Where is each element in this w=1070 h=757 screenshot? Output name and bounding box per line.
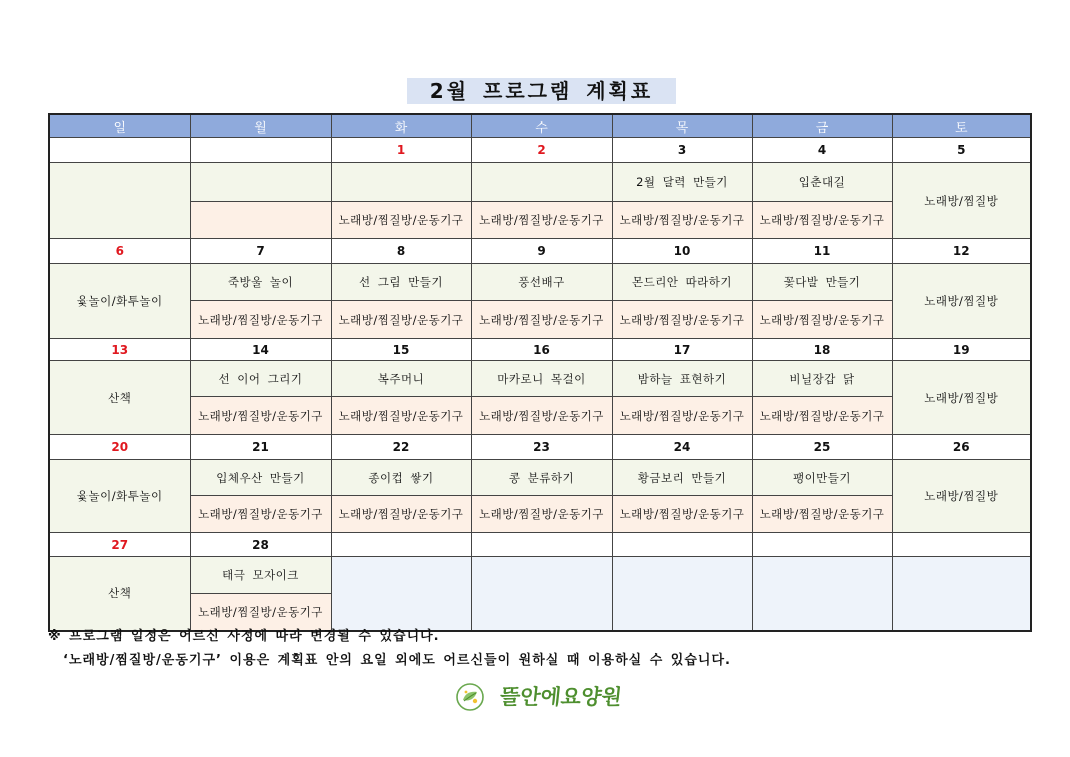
date-row bbox=[49, 339, 1031, 361]
sunday-program-cell: 윷놀이/화투놀이 bbox=[49, 460, 190, 533]
facility-row bbox=[49, 496, 1031, 533]
weekday-header-thu: 목 bbox=[612, 114, 752, 138]
date-cell: 9 bbox=[471, 239, 612, 264]
facility-cell: 노래방/찜질방/운동기구 bbox=[190, 594, 331, 631]
weekday-header-sun: 일 bbox=[49, 114, 190, 138]
empty-cell bbox=[331, 557, 471, 631]
sunday-program-cell bbox=[49, 163, 190, 239]
date-cell: 21 bbox=[190, 435, 331, 460]
date-row bbox=[49, 239, 1031, 264]
program-cell: 팽이만들기 bbox=[752, 460, 892, 496]
saturday-program-cell: 노래방/찜질방 bbox=[892, 460, 1031, 533]
weekday-header-sat: 토 bbox=[892, 114, 1031, 138]
date-cell: 27 bbox=[49, 533, 190, 557]
empty-cell bbox=[892, 557, 1031, 631]
facility-row bbox=[49, 202, 1031, 239]
program-cell: 복주머니 bbox=[331, 361, 471, 397]
date-cell: 4 bbox=[752, 138, 892, 163]
empty-cell bbox=[752, 557, 892, 631]
facility-cell bbox=[190, 202, 331, 239]
date-cell: 15 bbox=[331, 339, 471, 361]
saturday-program-cell: 노래방/찜질방 bbox=[892, 264, 1031, 339]
date-cell bbox=[190, 138, 331, 163]
date-cell: 18 bbox=[752, 339, 892, 361]
garden-emblem-icon bbox=[455, 682, 485, 712]
date-cell: 10 bbox=[612, 239, 752, 264]
page-title-banner bbox=[407, 78, 676, 104]
date-cell: 6 bbox=[49, 239, 190, 264]
date-cell bbox=[892, 533, 1031, 557]
date-cell: 22 bbox=[331, 435, 471, 460]
program-cell: 풍선배구 bbox=[471, 264, 612, 301]
program-cell: 콩 분류하기 bbox=[471, 460, 612, 496]
facility-cell: 노래방/찜질방/운동기구 bbox=[471, 496, 612, 533]
facility-cell: 노래방/찜질방/운동기구 bbox=[752, 202, 892, 239]
date-cell: 1 bbox=[331, 138, 471, 163]
date-cell: 11 bbox=[752, 239, 892, 264]
empty-cell bbox=[471, 557, 612, 631]
date-cell bbox=[612, 533, 752, 557]
date-cell: 19 bbox=[892, 339, 1031, 361]
date-cell bbox=[752, 533, 892, 557]
date-cell bbox=[471, 533, 612, 557]
facility-cell: 노래방/찜질방/운동기구 bbox=[471, 202, 612, 239]
program-cell: 밤하늘 표현하기 bbox=[612, 361, 752, 397]
schedule-change-note: ※ 프로그램 일정은 어르신 사정에 따라 변경될 수 있습니다. bbox=[48, 629, 440, 644]
facility-cell: 노래방/찜질방/운동기구 bbox=[752, 397, 892, 435]
weekday-header-mon: 월 bbox=[190, 114, 331, 138]
date-cell: 3 bbox=[612, 138, 752, 163]
facility-cell: 노래방/찜질방/운동기구 bbox=[612, 397, 752, 435]
saturday-program-cell: 노래방/찜질방 bbox=[892, 361, 1031, 435]
program-row bbox=[49, 264, 1031, 301]
date-row bbox=[49, 138, 1031, 163]
facility-cell: 노래방/찜질방/운동기구 bbox=[331, 496, 471, 533]
saturday-program-cell: 노래방/찜질방 bbox=[892, 163, 1031, 239]
date-cell: 13 bbox=[49, 339, 190, 361]
program-cell: 마카로니 목걸이 bbox=[471, 361, 612, 397]
date-cell: 5 bbox=[892, 138, 1031, 163]
facility-cell: 노래방/찜질방/운동기구 bbox=[331, 202, 471, 239]
date-row bbox=[49, 435, 1031, 460]
logo-text: 뜰안에요양원 bbox=[498, 685, 623, 709]
date-cell bbox=[331, 533, 471, 557]
facility-cell: 노래방/찜질방/운동기구 bbox=[190, 397, 331, 435]
program-cell: 종이컵 쌓기 bbox=[331, 460, 471, 496]
program-cell bbox=[471, 163, 612, 202]
program-cell: 꽃다발 만들기 bbox=[752, 264, 892, 301]
sunday-program-cell: 산책 bbox=[49, 557, 190, 631]
sunday-program-cell: 윷놀이/화투놀이 bbox=[49, 264, 190, 339]
facility-usage-note: ‘노래방/찜질방/운동기구’ 이용은 계획표 안의 요일 외에도 어르신들이 원하실 때 이용하실 수 있습니다. bbox=[63, 653, 731, 668]
date-cell: 20 bbox=[49, 435, 190, 460]
weekday-header-fri: 금 bbox=[752, 114, 892, 138]
date-cell: 14 bbox=[190, 339, 331, 361]
program-cell: 입체우산 만들기 bbox=[190, 460, 331, 496]
weekday-header-tue: 화 bbox=[331, 114, 471, 138]
facility-row bbox=[49, 301, 1031, 339]
facility-cell: 노래방/찜질방/운동기구 bbox=[331, 397, 471, 435]
page-title: 2월 프로그램 계획표 bbox=[429, 79, 654, 103]
program-row bbox=[49, 361, 1031, 397]
date-cell: 7 bbox=[190, 239, 331, 264]
program-row bbox=[49, 460, 1031, 496]
facility-cell: 노래방/찜질방/운동기구 bbox=[612, 301, 752, 339]
program-cell: 몬드리안 따라하기 bbox=[612, 264, 752, 301]
date-cell: 24 bbox=[612, 435, 752, 460]
program-cell: 죽방울 놀이 bbox=[190, 264, 331, 301]
program-calendar-table bbox=[48, 113, 1032, 632]
program-cell bbox=[331, 163, 471, 202]
facility-cell: 노래방/찜질방/운동기구 bbox=[612, 202, 752, 239]
program-cell: 입춘대길 bbox=[752, 163, 892, 202]
facility-cell: 노래방/찜질방/운동기구 bbox=[471, 397, 612, 435]
date-cell: 12 bbox=[892, 239, 1031, 264]
program-cell: 선 이어 그리기 bbox=[190, 361, 331, 397]
date-cell: 25 bbox=[752, 435, 892, 460]
facility-cell: 노래방/찜질방/운동기구 bbox=[471, 301, 612, 339]
facility-cell: 노래방/찜질방/운동기구 bbox=[612, 496, 752, 533]
program-cell: 2월 달력 만들기 bbox=[612, 163, 752, 202]
date-row bbox=[49, 533, 1031, 557]
facility-row bbox=[49, 397, 1031, 435]
sunday-program-cell: 산책 bbox=[49, 361, 190, 435]
facility-cell: 노래방/찜질방/운동기구 bbox=[331, 301, 471, 339]
program-cell: 비닐장갑 닭 bbox=[752, 361, 892, 397]
date-cell: 8 bbox=[331, 239, 471, 264]
date-cell: 28 bbox=[190, 533, 331, 557]
program-cell: 황금보리 만들기 bbox=[612, 460, 752, 496]
date-cell: 26 bbox=[892, 435, 1031, 460]
date-cell: 16 bbox=[471, 339, 612, 361]
facility-cell: 노래방/찜질방/운동기구 bbox=[752, 496, 892, 533]
program-cell: 태극 모자이크 bbox=[190, 557, 331, 594]
program-cell bbox=[190, 163, 331, 202]
date-cell bbox=[49, 138, 190, 163]
program-cell: 선 그림 만들기 bbox=[331, 264, 471, 301]
date-cell: 17 bbox=[612, 339, 752, 361]
program-row bbox=[49, 557, 1031, 594]
facility-cell: 노래방/찜질방/운동기구 bbox=[190, 301, 331, 339]
weekday-header-row bbox=[49, 114, 1031, 138]
date-cell: 23 bbox=[471, 435, 612, 460]
weekday-header-wed: 수 bbox=[471, 114, 612, 138]
date-cell: 2 bbox=[471, 138, 612, 163]
empty-cell bbox=[612, 557, 752, 631]
facility-cell: 노래방/찜질방/운동기구 bbox=[752, 301, 892, 339]
facility-cell: 노래방/찜질방/운동기구 bbox=[190, 496, 331, 533]
program-row bbox=[49, 163, 1031, 202]
